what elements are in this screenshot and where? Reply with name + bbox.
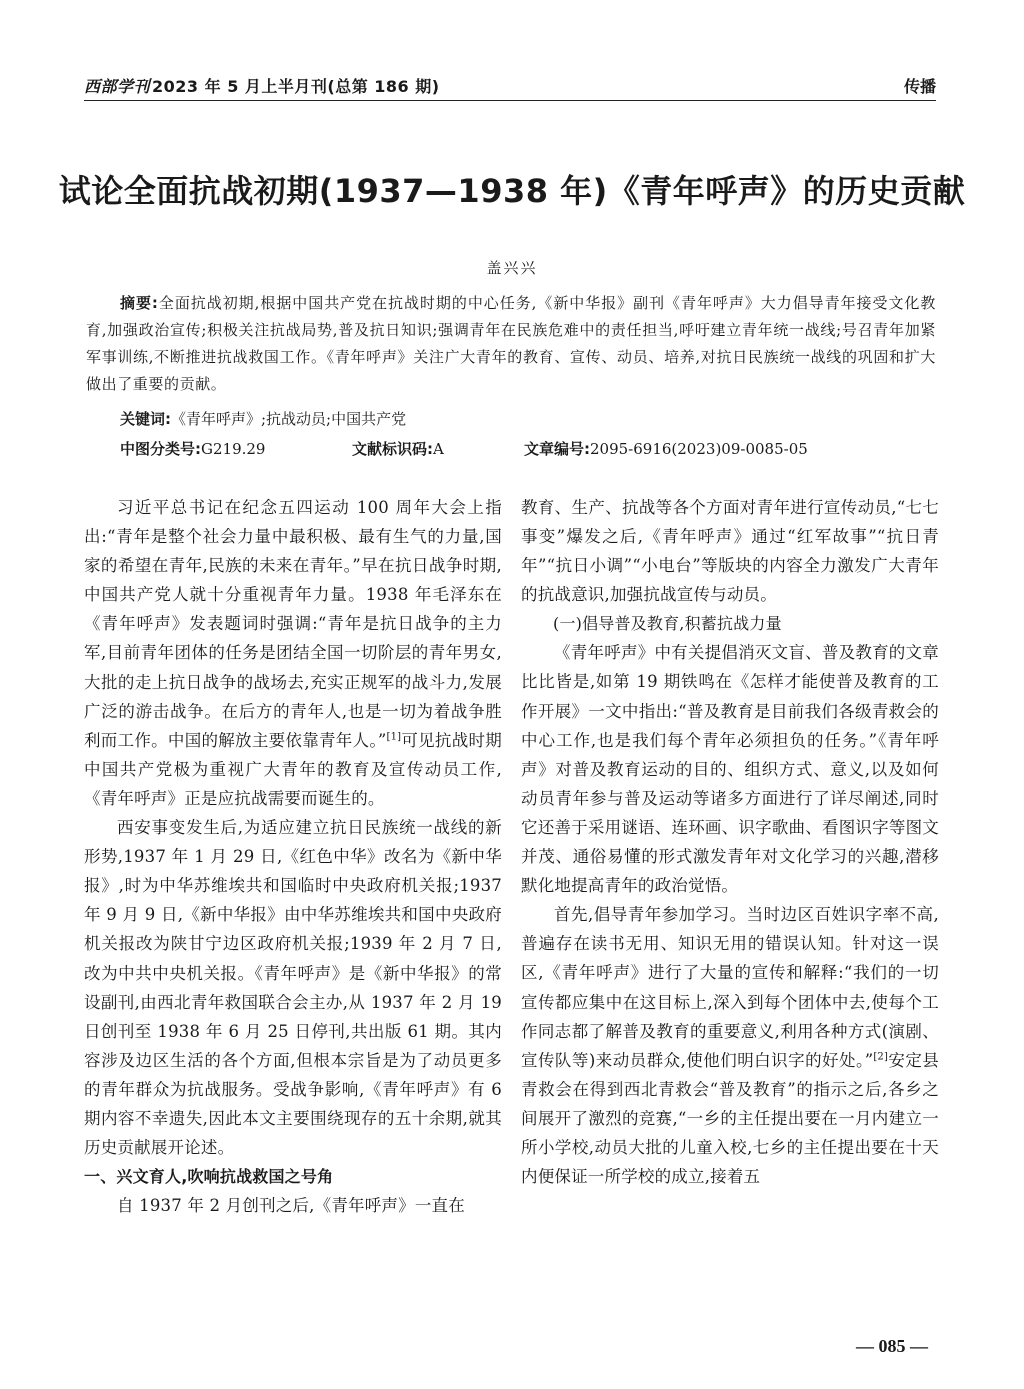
paragraph-text: 习近平总书记在纪念五四运动 100 周年大会上指出:“青年是整个社会力量中最积极、最有生气的力量,国家的希望在青年,民族的未来在青年。”早在抗日战争时期,中国共产党人就十分重视青年力量。1938 年毛泽东在《青年呼声》发表题词时强调:“青年是抗日战争的主力军,目前青年团体的任务是团结全国一切阶层的青年男女,大批的走上抗日战争的战场去,充实正规军的战斗力,发展广泛的游击战争。在后方的青年人,也是一切为着战争胜利而工作。中国的解放主要依靠青年人。” [84,498,502,750]
citation-ref: [2] [873,1051,889,1063]
paragraph [84,493,502,813]
document-code [352,438,444,459]
subsection-heading: (一)倡导普及教育,积蓄抗战力量 [553,614,782,634]
abstract-label: 摘要: [120,294,159,312]
paragraph: 西安事变发生后,为适应建立抗日民族统一战线的新形势,1937 年 1 月 29 日,《红色中华》改名为《新中华报》,时为中华苏维埃共和国临时中央政府机关报;1937 年 9 月 9 日,《新中华报》由中华苏维埃共和国中央政府机关报改为陕甘宁边区政府机关报;1939 年 2 月 7 日,改为中共中央机关报。《青年呼声》是《新中华报》的常设副刊,由西北青年救国联合会主办,从 1937 年 2 月 19 日创刊至 1938 年 6 月 25 日停刊,共出版 61 期。其内容涉及边区生活的各个方面,但根本宗旨是为了动员更多的青年群众为抗战服务。受战争影响,《青年呼声》有 6 期内容不幸遗失,因此本文主要围绕现存的五十余期,就其历史贡献展开论述。 [84,818,502,1158]
doc-value: A [433,440,444,458]
section-tag: 传播 [903,77,936,96]
keywords-label: 关键词: [120,410,171,428]
article-meta [120,438,936,462]
clc-label: 中图分类号: [120,440,201,458]
section-heading: 一、兴文育人,吹响抗战救国之号角 [84,1167,334,1187]
clc-number [120,438,265,459]
right-column [521,493,939,1191]
author-name: 盖兴兴 [486,259,538,277]
running-header [84,70,936,101]
paragraph-text: 安定县青救会在得到西北青救会“普及教育”的指示之后,各乡之间展开了激烈的竞赛,“一乡的主任提出要在一月内建立一所小学校,动员大批的儿童入校,七乡的主任提出要在十天内便保证一所学校的成立,接着五 [521,1050,939,1187]
journal-issue: 2023 年 5 月上半月刊(总第 186 期) [152,77,440,96]
clc-value: G219.29 [201,440,266,458]
doc-label: 文献标识码: [352,440,433,458]
article-title: 试论全面抗战初期(1937—1938 年)《青年呼声》的历史贡献 [58,172,966,210]
abstract [86,290,936,398]
left-column [84,493,502,1220]
journal-name [84,74,440,97]
page-number: — 085 — [856,1336,928,1356]
paragraph: 自 1937 年 2 月创刊之后,《青年呼声》一直在 [117,1196,465,1216]
article-value: 2095-6916(2023)09-0085-05 [590,440,808,458]
paragraph-text: 可见抗战时期中国共产党极为重视广大青年的教育及宣传动员工作,《青年呼声》正是应抗战需要而诞生的。 [84,730,502,808]
keywords-text: 《青年呼声》;抗战动员;中国共产党 [171,410,407,428]
article-number [524,438,808,459]
abstract-text: 全面抗战初期,根据中国共产党在抗战时期的中心任务,《新中华报》副刊《青年呼声》大力倡导青年接受文化教育,加强政治宣传;积极关注抗战局势,普及抗日知识;强调青年在民族危难中的责任担当,呼吁建立青年统一战线;号召青年加紧军事训练,不断推进抗战救国工作。《青年呼声》关注广大青年的教育、宣传、动员、培养,对抗日民族统一战线的巩固和扩大做出了重要的贡献。 [86,294,936,393]
paragraph: 《青年呼声》中有关提倡消灭文盲、普及教育的文章比比皆是,如第 19 期铁鸣在《怎样才能使普及教育的工作开展》一文中指出:“普及教育是目前我们各级青救会的中心工作,也是我们每个青年必须担负的任务。”《青年呼声》对普及教育运动的目的、组织方式、意义,以及如何动员青年参与普及运动等诸多方面进行了详尽阐述,同时它还善于采用谜语、连环画、识字歌曲、看图识字等图文并茂、通俗易懂的形式激发青年对文化学习的兴趣,潜移默化地提高青年的政治觉悟。 [521,643,939,896]
journal-logo: 西部学刊 [84,77,151,96]
article-label: 文章编号: [524,440,590,458]
keywords [120,408,406,429]
paragraph [521,900,939,1191]
paragraph: 教育、生产、抗战等各个方面对青年进行宣传动员,“七七事变”爆发之后,《青年呼声》通过“红军故事”“抗日青年”“抗日小调”“小电台”等版块的内容全力激发广大青年的抗战意识,加强抗战宣传与动员。 [521,498,939,605]
paragraph-text: 首先,倡导青年参加学习。当时边区百姓识字率不高,普遍存在读书无用、知识无用的错误认知。针对这一误区,《青年呼声》进行了大量的宣传和解释:“我们的一切宣传都应集中在这目标上,深入到每个团体中去,使每个工作同志都了解普及教育的重要意义,利用各种方式(演剧、宣传队等)来动员群众,使他们明白识字的好处。” [521,905,939,1070]
citation-ref: [1] [386,731,402,743]
